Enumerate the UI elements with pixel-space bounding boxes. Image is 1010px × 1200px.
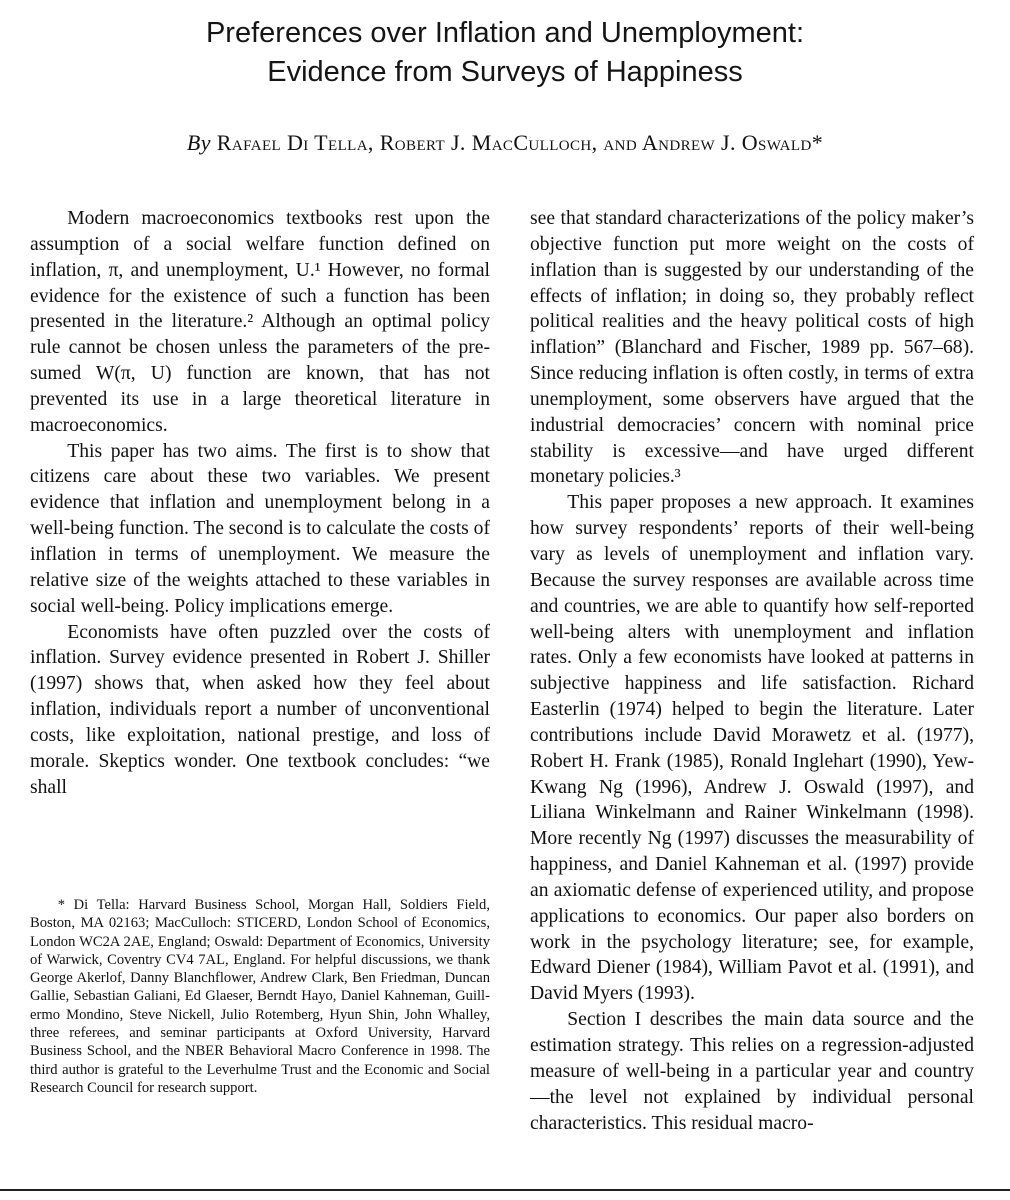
right-column <box>530 206 974 1136</box>
byline-by: By <box>186 130 211 155</box>
footnote-text: * Di Tella: Harvard Business School, Morgan Hall, Soldiers Field, Boston, MA 02163; MacCulloch: STICERD, London School of Economics, London WC2A 2AE, England; Oswald: Department of Economics, University of Warwick, Coventry CV4 7AL, England. For helpful discussions, we thank George Akerlof, Danny Blanchflower, Andrew Clark, Ben Friedman, Duncan Gallie, Sebastian Galiani, Ed Glaeser, Berndt Hayo, Daniel Kahneman, Guillermo Mondino, Steve Nickell, Julio Rotemberg, Hyun Shin, John Whalley, three referees, and seminar participants at Oxford University, Harvard Business School, and the NBER Behavioral Macro Conference in 1998. The third author is grateful to the Leverhulme Trust and the Economic and Social Research Council for research support. <box>30 897 490 1096</box>
byline-authors: Rafael Di Tella, Robert J. MacCulloch, and Andrew J. Oswald* <box>216 130 824 155</box>
right-paragraph-2: This paper proposes a new approach. It examines how survey respondents’ reports of their well-being vary as levels of unemployment and inflation vary. Because the survey responses are available across time and countries, we are able to quantify how self-reported well-being alters with unemployment and inflation rates. Only a few economists have looked at patterns in subjective happiness and life satisfaction. Richard Easterlin (1974) helped to begin the literature. Later contributions include David Morawetz et al. (1977), Robert H. Frank (1985), Ronald Inglehart (1990), Yew-Kwang Ng (1996), Andrew J. Oswald (1997), and Liliana Winkelmann and Rainer Winkelmann (1998). More recently Ng (1997) discusses the measurability of happiness, and Daniel Kahneman et al. (1997) provide an axiomatic defense of experienced utility, and propose applications to economics. Our paper also borders on work in the psychology literature; see, for example, Edward Diener (1984), William Pavot et al. (1991), and David Myers (1993). <box>530 492 974 1005</box>
author-byline <box>0 128 1010 158</box>
title-line-1: Preferences over Inflation and Unemployment: <box>205 17 805 49</box>
right-paragraph-1: see that standard characterizations of the policy maker’s objective function put more weight on the costs of inflation than is suggested by our understanding of the effects of inflation; in doing so, they probably reflect political realities and the heavy political costs of high inflation” (Blanchard and Fischer, 1989 pp. 567–68). Since reducing inflation is often costly, in terms of extra unemployment, some observers have argued that the industrial democracies’ concern with nominal price stability is excessive—and have urged different monetary policies.³ <box>530 208 974 488</box>
author-footnote <box>30 896 490 1097</box>
paper-title <box>0 14 1010 92</box>
left-paragraph-2: This paper has two aims. The first is to show that citizens care about these two variables. We present evidence that inflation and unemployment belong in a well-being function. The second is to calculate the costs of inflation in terms of unemployment. We measure the relative size of the weights attached to these variables in social well-being. Policy implications emerge. <box>30 440 490 617</box>
left-paragraph-1: Modern macroeconomics textbooks rest upon the assumption of a social welfare function defined on inflation, π, and unemployment, U.¹ However, no formal evidence for the existence of such a function has been presented in the literature.² Although an optimal policy rule cannot be chosen unless the parameters of the presumed W(π, U) function are known, that has not prevented its use in a large theoretical literature in macroeconomics. <box>30 208 490 436</box>
right-paragraph-3: Section I describes the main data source and the estimation strategy. This relies on a regression-adjusted measure of well-being in a particular year and country—the level not explained by individual personal characteristics. This residual macro- <box>530 1009 974 1134</box>
left-column <box>30 206 490 800</box>
bottom-rule <box>0 1189 1010 1191</box>
title-line-2: Evidence from Surveys of Happiness <box>267 56 743 88</box>
left-paragraph-3: Economists have often puzzled over the costs of inflation. Survey evidence presented in Robert J. Shiller (1997) shows that, when asked how they feel about inflation, individuals report a number of unconventional costs, like exploitation, national prestige, and loss of morale. Skeptics wonder. One textbook concludes: “we shall <box>30 621 490 798</box>
